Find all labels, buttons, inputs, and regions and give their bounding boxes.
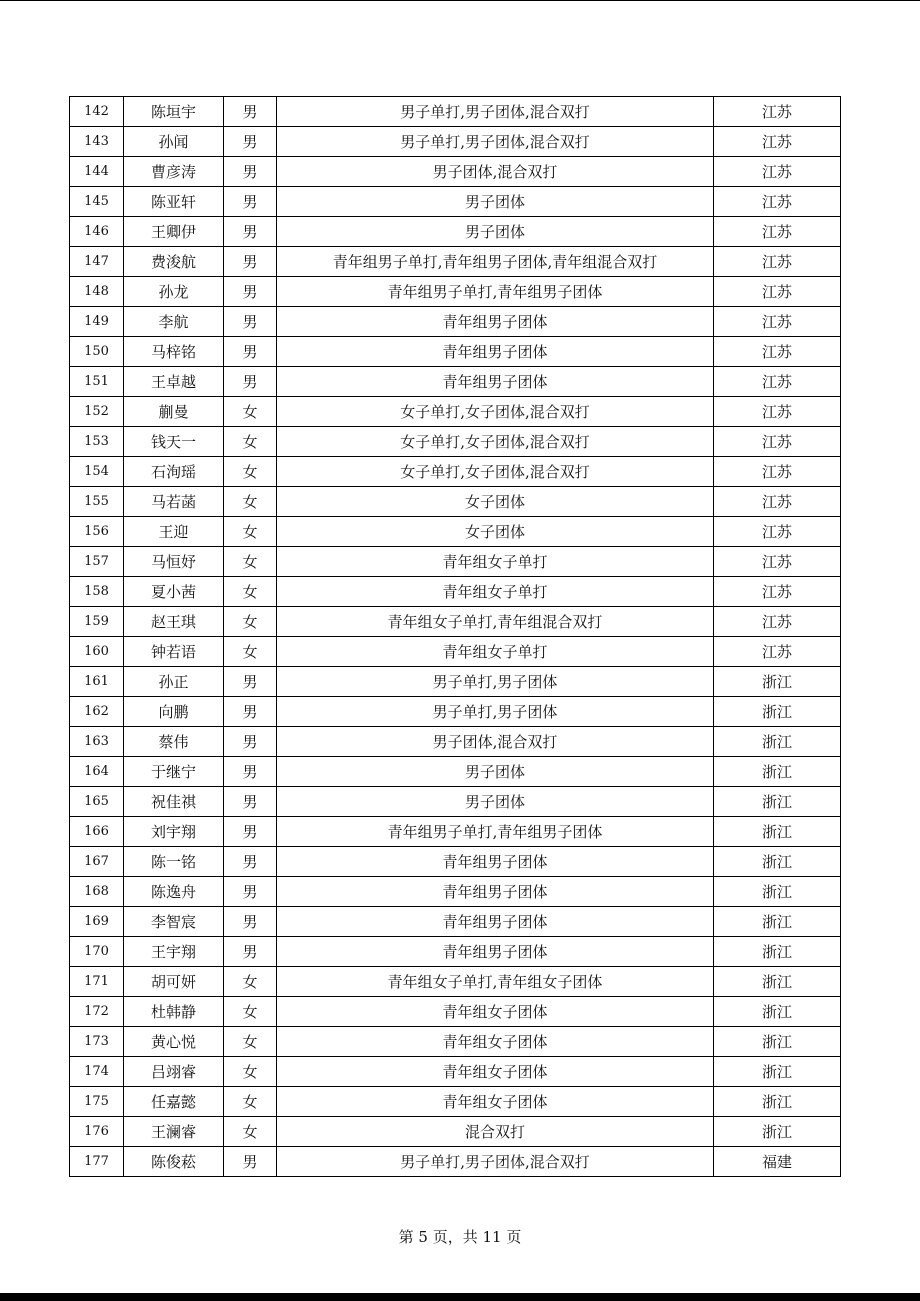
row-number: 174 (70, 1057, 124, 1087)
athlete-name: 陈亚轩 (124, 187, 224, 217)
table-row (70, 967, 841, 997)
athlete-gender: 男 (224, 1147, 277, 1177)
athlete-events: 青年组女子团体 (277, 997, 714, 1027)
athlete-events: 男子单打,男子团体,混合双打 (277, 97, 714, 127)
table-row (70, 937, 841, 967)
athlete-events: 男子团体,混合双打 (277, 157, 714, 187)
athlete-province: 浙江 (714, 847, 841, 877)
athlete-events: 青年组女子单打 (277, 577, 714, 607)
table-row (70, 577, 841, 607)
athlete-events: 男子单打,男子团体,混合双打 (277, 127, 714, 157)
table-row (70, 1027, 841, 1057)
athlete-gender: 男 (224, 817, 277, 847)
athlete-name: 钱天一 (124, 427, 224, 457)
athlete-province: 浙江 (714, 1087, 841, 1117)
athlete-province: 浙江 (714, 667, 841, 697)
athlete-gender: 女 (224, 1117, 277, 1147)
row-number: 161 (70, 667, 124, 697)
table-row (70, 367, 841, 397)
athlete-province: 浙江 (714, 697, 841, 727)
athlete-roster-table (69, 96, 841, 1177)
athlete-events: 女子单打,女子团体,混合双打 (277, 397, 714, 427)
athlete-name: 祝佳祺 (124, 787, 224, 817)
athlete-name: 曹彦涛 (124, 157, 224, 187)
athlete-events: 青年组男子团体 (277, 937, 714, 967)
row-number: 142 (70, 97, 124, 127)
athlete-name: 王宇翔 (124, 937, 224, 967)
athlete-name: 杜韩静 (124, 997, 224, 1027)
athlete-province: 浙江 (714, 967, 841, 997)
row-number: 166 (70, 817, 124, 847)
athlete-province: 浙江 (714, 877, 841, 907)
row-number: 167 (70, 847, 124, 877)
row-number: 165 (70, 787, 124, 817)
athlete-events: 男子单打,男子团体,混合双打 (277, 1147, 714, 1177)
athlete-gender: 女 (224, 967, 277, 997)
athlete-events: 女子团体 (277, 487, 714, 517)
athlete-name: 孙正 (124, 667, 224, 697)
athlete-gender: 男 (224, 217, 277, 247)
row-number: 151 (70, 367, 124, 397)
athlete-gender: 男 (224, 697, 277, 727)
athlete-province: 江苏 (714, 457, 841, 487)
table-row (70, 517, 841, 547)
table-row (70, 427, 841, 457)
athlete-events: 青年组男子团体 (277, 367, 714, 397)
row-number: 146 (70, 217, 124, 247)
athlete-name: 马梓铭 (124, 337, 224, 367)
athlete-province: 江苏 (714, 397, 841, 427)
athlete-name: 蔡伟 (124, 727, 224, 757)
athlete-province: 江苏 (714, 217, 841, 247)
athlete-events: 混合双打 (277, 1117, 714, 1147)
athlete-gender: 女 (224, 997, 277, 1027)
athlete-events: 青年组男子团体 (277, 877, 714, 907)
athlete-name: 马恒妤 (124, 547, 224, 577)
athlete-province: 江苏 (714, 487, 841, 517)
row-number: 168 (70, 877, 124, 907)
athlete-gender: 女 (224, 607, 277, 637)
athlete-gender: 男 (224, 367, 277, 397)
athlete-events: 青年组女子单打,青年组女子团体 (277, 967, 714, 997)
athlete-province: 福建 (714, 1147, 841, 1177)
athlete-gender: 男 (224, 127, 277, 157)
athlete-gender: 女 (224, 637, 277, 667)
row-number: 160 (70, 637, 124, 667)
athlete-province: 江苏 (714, 97, 841, 127)
row-number: 149 (70, 307, 124, 337)
athlete-province: 江苏 (714, 577, 841, 607)
row-number: 153 (70, 427, 124, 457)
table-row (70, 817, 841, 847)
row-number: 162 (70, 697, 124, 727)
row-number: 152 (70, 397, 124, 427)
table-row (70, 727, 841, 757)
table-row (70, 547, 841, 577)
athlete-events: 男子团体,混合双打 (277, 727, 714, 757)
athlete-gender: 男 (224, 157, 277, 187)
table-row (70, 637, 841, 667)
athlete-name: 李智宸 (124, 907, 224, 937)
row-number: 150 (70, 337, 124, 367)
row-number: 148 (70, 277, 124, 307)
athlete-province: 江苏 (714, 247, 841, 277)
row-number: 145 (70, 187, 124, 217)
athlete-gender: 男 (224, 757, 277, 787)
athlete-gender: 男 (224, 187, 277, 217)
athlete-province: 江苏 (714, 277, 841, 307)
table-row (70, 757, 841, 787)
table-row (70, 277, 841, 307)
athlete-name: 向鹏 (124, 697, 224, 727)
table-row (70, 1147, 841, 1177)
athlete-name: 黄心悦 (124, 1027, 224, 1057)
athlete-name: 费浚航 (124, 247, 224, 277)
table-row (70, 1057, 841, 1087)
athlete-gender: 男 (224, 877, 277, 907)
athlete-name: 陈垣宇 (124, 97, 224, 127)
athlete-events: 男子单打,男子团体 (277, 667, 714, 697)
athlete-name: 于继宁 (124, 757, 224, 787)
athlete-events: 男子团体 (277, 787, 714, 817)
athlete-name: 孙龙 (124, 277, 224, 307)
athlete-name: 钟若语 (124, 637, 224, 667)
athlete-name: 陈一铭 (124, 847, 224, 877)
athlete-events: 青年组女子团体 (277, 1057, 714, 1087)
athlete-events: 男子团体 (277, 187, 714, 217)
table-row (70, 97, 841, 127)
athlete-name: 马若菡 (124, 487, 224, 517)
athlete-province: 浙江 (714, 787, 841, 817)
table-row (70, 127, 841, 157)
athlete-name: 王迎 (124, 517, 224, 547)
athlete-name: 胡可妍 (124, 967, 224, 997)
athlete-name: 陈俊菘 (124, 1147, 224, 1177)
athlete-province: 浙江 (714, 727, 841, 757)
row-number: 156 (70, 517, 124, 547)
row-number: 177 (70, 1147, 124, 1177)
row-number: 169 (70, 907, 124, 937)
athlete-province: 江苏 (714, 307, 841, 337)
table-row (70, 1087, 841, 1117)
bottom-border-bar (0, 1293, 920, 1301)
page-number-label: 第 5 页，共 11 页 (398, 1228, 522, 1246)
table-row (70, 307, 841, 337)
athlete-province: 江苏 (714, 157, 841, 187)
athlete-name: 蒯曼 (124, 397, 224, 427)
athlete-gender: 男 (224, 247, 277, 277)
athlete-name: 夏小茜 (124, 577, 224, 607)
athlete-name: 吕翊睿 (124, 1057, 224, 1087)
athlete-gender: 男 (224, 277, 277, 307)
table-row (70, 487, 841, 517)
athlete-province: 浙江 (714, 1027, 841, 1057)
table-row (70, 907, 841, 937)
athlete-province: 浙江 (714, 907, 841, 937)
athlete-name: 王卓越 (124, 367, 224, 397)
table-row (70, 457, 841, 487)
row-number: 163 (70, 727, 124, 757)
athlete-events: 女子单打,女子团体,混合双打 (277, 457, 714, 487)
table-row (70, 217, 841, 247)
athlete-province: 江苏 (714, 547, 841, 577)
table-row (70, 247, 841, 277)
athlete-province: 江苏 (714, 517, 841, 547)
athlete-province: 浙江 (714, 1057, 841, 1087)
athlete-name: 刘宇翔 (124, 817, 224, 847)
athlete-events: 男子团体 (277, 217, 714, 247)
athlete-gender: 男 (224, 667, 277, 697)
athlete-events: 女子单打,女子团体,混合双打 (277, 427, 714, 457)
athlete-events: 青年组女子单打,青年组混合双打 (277, 607, 714, 637)
athlete-province: 江苏 (714, 127, 841, 157)
athlete-gender: 女 (224, 457, 277, 487)
athlete-gender: 女 (224, 577, 277, 607)
row-number: 144 (70, 157, 124, 187)
athlete-events: 青年组女子单打 (277, 547, 714, 577)
athlete-gender: 男 (224, 337, 277, 367)
athlete-gender: 女 (224, 1057, 277, 1087)
athlete-gender: 男 (224, 937, 277, 967)
table-row (70, 337, 841, 367)
athlete-events: 青年组男子团体 (277, 307, 714, 337)
table-row (70, 607, 841, 637)
athlete-province: 浙江 (714, 817, 841, 847)
row-number: 143 (70, 127, 124, 157)
athlete-name: 任嘉懿 (124, 1087, 224, 1117)
athlete-gender: 女 (224, 547, 277, 577)
athlete-gender: 男 (224, 787, 277, 817)
row-number: 172 (70, 997, 124, 1027)
table-row (70, 187, 841, 217)
athlete-name: 石洵瑶 (124, 457, 224, 487)
table-row (70, 397, 841, 427)
athlete-name: 李航 (124, 307, 224, 337)
athlete-gender: 女 (224, 427, 277, 457)
athlete-name: 王卿伊 (124, 217, 224, 247)
athlete-province: 江苏 (714, 637, 841, 667)
athlete-events: 青年组女子单打 (277, 637, 714, 667)
row-number: 147 (70, 247, 124, 277)
athlete-events: 青年组女子团体 (277, 1027, 714, 1057)
row-number: 157 (70, 547, 124, 577)
athlete-events: 女子团体 (277, 517, 714, 547)
athlete-gender: 男 (224, 727, 277, 757)
athlete-name: 陈逸舟 (124, 877, 224, 907)
row-number: 171 (70, 967, 124, 997)
row-number: 155 (70, 487, 124, 517)
athlete-name: 王澜睿 (124, 1117, 224, 1147)
athlete-events: 男子单打,男子团体 (277, 697, 714, 727)
athlete-province: 浙江 (714, 997, 841, 1027)
row-number: 175 (70, 1087, 124, 1117)
athlete-events: 青年组男子团体 (277, 907, 714, 937)
athlete-gender: 女 (224, 1027, 277, 1057)
athlete-events: 青年组男子单打,青年组男子团体 (277, 277, 714, 307)
top-border-line (0, 0, 920, 1)
athlete-province: 江苏 (714, 187, 841, 217)
athlete-name: 孙闻 (124, 127, 224, 157)
athlete-events: 男子团体 (277, 757, 714, 787)
roster-body (70, 97, 841, 1177)
athlete-gender: 男 (224, 907, 277, 937)
athlete-province: 江苏 (714, 607, 841, 637)
athlete-gender: 女 (224, 487, 277, 517)
table-row (70, 847, 841, 877)
row-number: 173 (70, 1027, 124, 1057)
athlete-province: 浙江 (714, 937, 841, 967)
athlete-events: 青年组男子团体 (277, 847, 714, 877)
athlete-events: 青年组男子团体 (277, 337, 714, 367)
row-number: 164 (70, 757, 124, 787)
athlete-province: 浙江 (714, 757, 841, 787)
table-row (70, 157, 841, 187)
athlete-gender: 男 (224, 97, 277, 127)
athlete-events: 青年组男子单打,青年组男子团体 (277, 817, 714, 847)
table-row (70, 697, 841, 727)
athlete-events: 青年组女子团体 (277, 1087, 714, 1117)
table-row (70, 877, 841, 907)
page-footer (0, 1226, 920, 1247)
table-row (70, 787, 841, 817)
athlete-events: 青年组男子单打,青年组男子团体,青年组混合双打 (277, 247, 714, 277)
athlete-province: 浙江 (714, 1117, 841, 1147)
athlete-gender: 女 (224, 1087, 277, 1117)
athlete-province: 江苏 (714, 337, 841, 367)
athlete-gender: 男 (224, 847, 277, 877)
table-row (70, 667, 841, 697)
athlete-gender: 女 (224, 517, 277, 547)
table-row (70, 1117, 841, 1147)
row-number: 159 (70, 607, 124, 637)
row-number: 176 (70, 1117, 124, 1147)
athlete-name: 赵王琪 (124, 607, 224, 637)
athlete-province: 江苏 (714, 367, 841, 397)
athlete-province: 江苏 (714, 427, 841, 457)
row-number: 154 (70, 457, 124, 487)
row-number: 170 (70, 937, 124, 967)
athlete-gender: 女 (224, 397, 277, 427)
table-row (70, 997, 841, 1027)
row-number: 158 (70, 577, 124, 607)
athlete-gender: 男 (224, 307, 277, 337)
